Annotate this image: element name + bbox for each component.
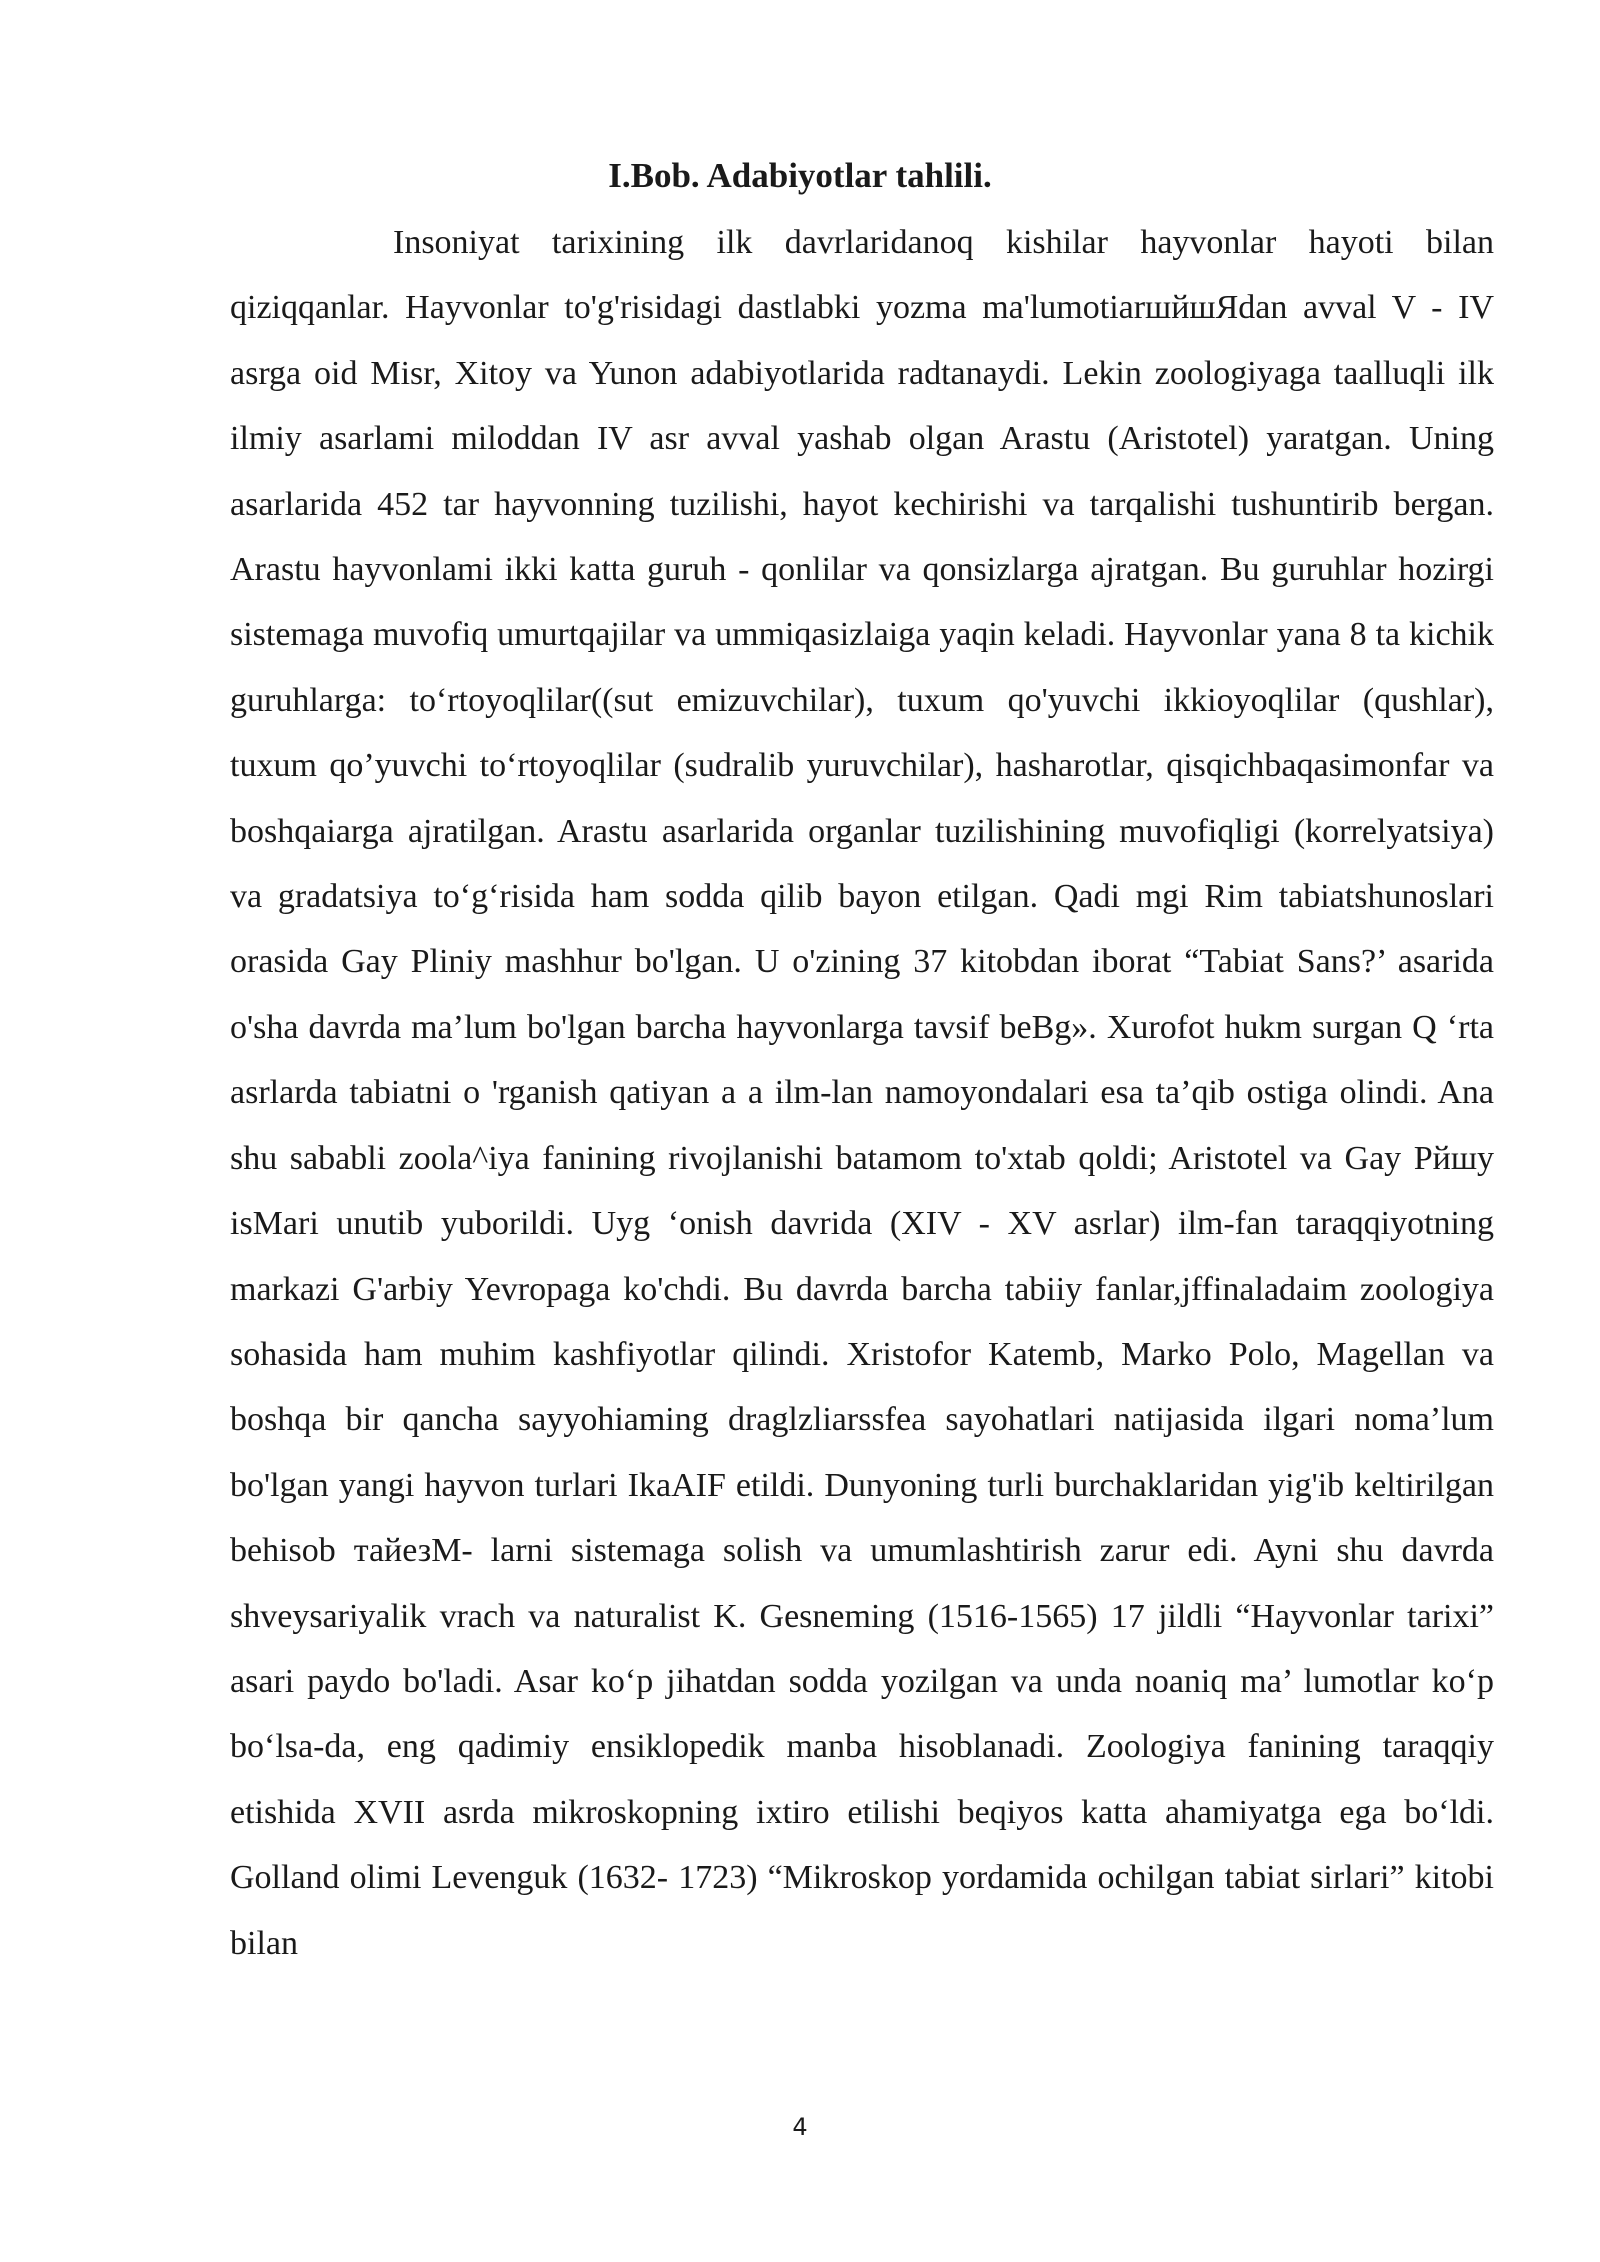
body-paragraph: Insoniyat tarixining ilk davrlaridanoq kishilar hayvonlar hayoti bilan qiziqqanlar. Hayvonlar to'g'risidagi dastlabki yozma ma'lumotiarшйшЯdan avval V - IV asrga oid Misr, Xitoy va Yunon adabiyotlarida radtanaydi. Lekin zoologiyaga taalluqli ilk ilmiy asarlami miloddan IV asr avval yashab olgan Arastu (Aristotel) yaratgan. Uning asarlarida 452 tar hayvonning tuzilishi, hayot kechirishi va tarqalishi tushuntirib bergan. Arastu hayvonlami ikki katta guruh - qonlilar va qonsizlarga ajratgan. Bu guruhlar hozirgi sistemaga muvofiq umurtqajilar va ummiqasizlaiga yaqin keladi. Hayvonlar yana 8 ta kichik guruhlarga: to‘rtoyoqlilar((sut emizuvchilar), tuxum qo'yuvchi ikkioyoqlilar (qushlar), tuxum qo’yuvchi to‘rtoyoqlilar (sudralib yuruvchilar), hasharotlar, qisqichbaqasimonfar va boshqaiarga ajratilgan. Arastu asarlarida organlar tuzilishining muvofiqligi (korrelyatsiya) va gradatsiya to‘g‘risida ham sodda qilib bayon etilgan. Qadi mgi Rim tabiatshunoslari orasida Gay Pliniy mashhur bo'lgan. U o'zining 37 kitobdan iborat “Tabiat Sans?’ asarida o'sha davrda ma’lum bo'lgan barcha hayvonlarga tavsif beBg». Xurofot hukm surgan Q ‘rta asrlarda tabiatni o 'rganish qatiyan a a ilm-lan namoyondalari esa ta’qib ostiga olindi. Ana shu sababli zoola^iya fanining rivojlanishi batamom to'xtab qoldi; Aristotel va Gay Рйшу isMari unutib yuborildi. Uyg ‘onish davrida (XIV - XV asrlar) ilm-fan taraqqiyotning markazi G'arbiy Yevropaga ko'chdi. Bu davrda barcha tabiiy fanlar,jffinaladaim zoologiya sohasida ham muhim kashfiyotlar qilindi. Xristofor Katemb, Marko Polo, Magellan va boshqa bir qancha sayyohiaming draglzliarssfea sayohatlari natijasida ilgari noma’lum bo'lgan yangi hayvon turlari IkaAIF etildi. Dunyoning turli burchaklaridan yig'ib keltirilgan behisob тайезМ- larni sistemaga solish va umumlashtirish zarur edi. Ayni shu davrda shveysariyalik vrach va naturalist K. Gesneming (1516-1565) 17 jildli “Hayvonlar tarixi” asari paydo bo'ladi. Asar ko‘p jihatdan sodda yozilgan va unda noaniq ma’ lumotlar ko‘p bo‘lsa-da, eng qadimiy ensiklopedik manba hisoblanadi. Zoologiya fanining taraqqiy etishida XVII asrda mikroskopning ixtiro etilishi beqiyos katta ahamiyatga ega bo‘ldi. Golland olimi Levenguk (1632- 1723) “Mikroskop yordamida ochilgan tabiat sirlari” kitobi bilan (230, 224, 1494, 1962)
page-number: 4 (792, 2113, 808, 2141)
chapter-title: I.Bob. Adabiyotlar tahlili. (608, 156, 992, 195)
